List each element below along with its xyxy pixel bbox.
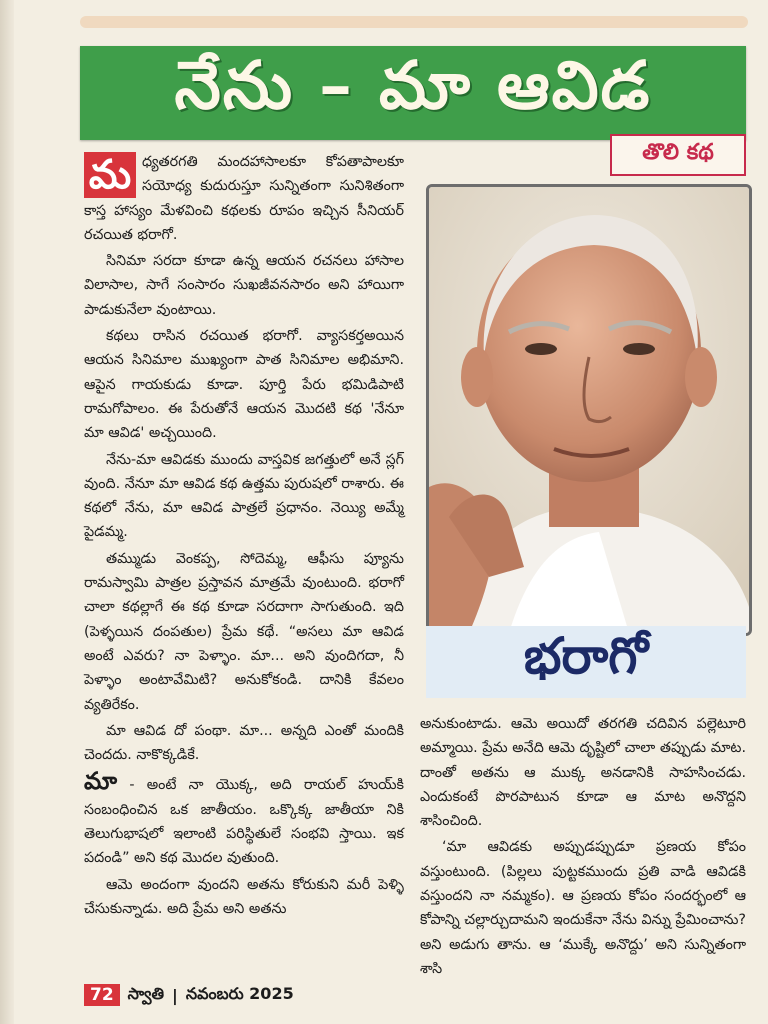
paragraph: కథలు రాసిన రచయిత భరాగో. వ్యాసకర్తఅయిన ఆయన సినిమాల ముఖ్యంగా పాత సినిమాల అభిమాని. ఆపైన గాయకుడు కూడా. పూర్తి పేరు భమిడిపాటి రామగోపాలం. ఈ పేరుతోనే ఆయన మొదటి కథ 'నేనూ మా ఆవిడ' అచ్చయింది.	[84, 328, 404, 442]
paragraph	[84, 766, 404, 870]
section-start-word: మా	[84, 766, 118, 796]
paragraph: ‘మా ఆవిడకు అప్పుడప్పుడూ ప్రణయ కోపం వస్తుంటుంది. (పిల్లలు పుట్టకముందు ప్రతి వాడి ఆవిడకి వస్తుందని నా నమ్మకం). ఆ ప్రణయ కోపం సందర్భంలో ఆ కోపాన్ని చల్లార్చుదామని ఇందుకేనా నేను విన్ను ప్రేమించాను? అని అడుగు తాను. ఆ ‘ముక్కే అనొద్దు’ అని సున్నితంగా శాసి	[420, 839, 746, 977]
author-portrait-image	[429, 187, 749, 633]
right-column	[420, 712, 746, 983]
category-tag	[610, 134, 746, 176]
title-banner	[80, 46, 746, 140]
category-label: తొలి కథ	[642, 140, 714, 165]
paragraph: మా ఆవిడ దో పంథా. మా... అన్నది ఎంతో మందికి చెందదు. నాకొక్కడికే.	[84, 722, 404, 764]
article-title: నేను – మా ఆవిడ	[174, 46, 652, 124]
footer-separator: |	[172, 985, 178, 1005]
author-name-box	[426, 626, 746, 698]
page-footer	[84, 984, 294, 1006]
magazine-name: స్వాతి	[127, 983, 165, 1003]
paragraph: ఆమె అందంగా వుందని అతను కోరుకుని మరీ పెళ్ళి చేసుకున్నాడు. అది ప్రేమ అని అతను	[84, 876, 404, 917]
left-column	[84, 150, 404, 923]
paragraph: తమ్ముడు వెంకప్ప, సోదెమ్మ, ఆఫీసు ప్యూను రామస్వామి పాత్రల ప్రస్తావన మాత్రమే వుంటుంది. భరాగో చాలా కథల్లాగే ఈ కథ కూడా సరదాగా సాగుతుంది. ఇది (పెళ్ళయిన దంపతుల) ప్రేమ కథే. “అసలు మా ఆవిడ అంటే ఎవరు? నా పెళ్ళాం. మా... అని వుందిగదా, నీ పెళ్ళాం అంటావేమిటి? అనుకోకండి. దానికి కేవలం వ్యతిరేకం.	[84, 550, 404, 713]
paragraph: నేను-మా ఆవిడకు ముందు వాస్తవిక జగత్తులో అనే స్లగ్ వుంది. నేనూ మా ఆవిడ కథ ఉత్తమ పురుషలో రాశారు. ఈ కథలో నేను, మా ఆవిడ పాత్రలే ప్రధానం. నెయ్యి అమ్మే పైడమ్మ.	[84, 451, 405, 541]
paragraph	[84, 150, 404, 247]
author-name: భరాగో	[523, 626, 649, 685]
paragraph: సినిమా సరదా కూడా ఉన్న ఆయన రచనలు హాసాల విలాసాల, సాగే సంసారం సుఖజీవనసారం అని హాయిగా పాడుకునేలా వుంటాయి.	[84, 253, 404, 318]
page-edge	[0, 0, 14, 1024]
page-number: 72	[84, 984, 120, 1006]
drop-cap: మ	[84, 152, 136, 198]
top-decorative-strip	[80, 16, 748, 28]
issue-date: నవంబరు 2025	[185, 983, 294, 1003]
paragraph-text: ధ్యతరగతి మందహాసాలకూ కోపతాపాలకూ సయోధ్య కుదురుస్తూ సున్నితంగా సునిశితంగా కాస్త హాస్యం మేళవించి కథలకు రూపం ఇచ్చిన సీనియర్ రచయిత భరాగో.	[84, 154, 404, 243]
paragraph-text: - అంటే నా యొక్క, అది రాయల్ హుయ్‌కి సంబంధించిన ఒక జాతీయం. ఒక్కొక్క జాతీయా నికి తెలుగుభాషలో ఇలాంటి పరిస్థితులే సంభవి స్తాయి. ఇక పదండి” అని కథ మొదల వుతుంది.	[84, 777, 404, 867]
paragraph: అనుకుంటాడు. ఆమె అయిదో తరగతి చదివిన పల్లెటూరి అమ్మాయి. ప్రేమ అనేది ఆమె దృష్టిలో చాలా తప్పుడు మాట. దాంతో అతను ఆ ముక్క అనడానికి సాహసించడు. ఎందుకంటే పొరపాటున కూడా ఆ మాట అనొద్దని శాసించింది.	[420, 716, 746, 830]
author-photo	[426, 184, 752, 636]
